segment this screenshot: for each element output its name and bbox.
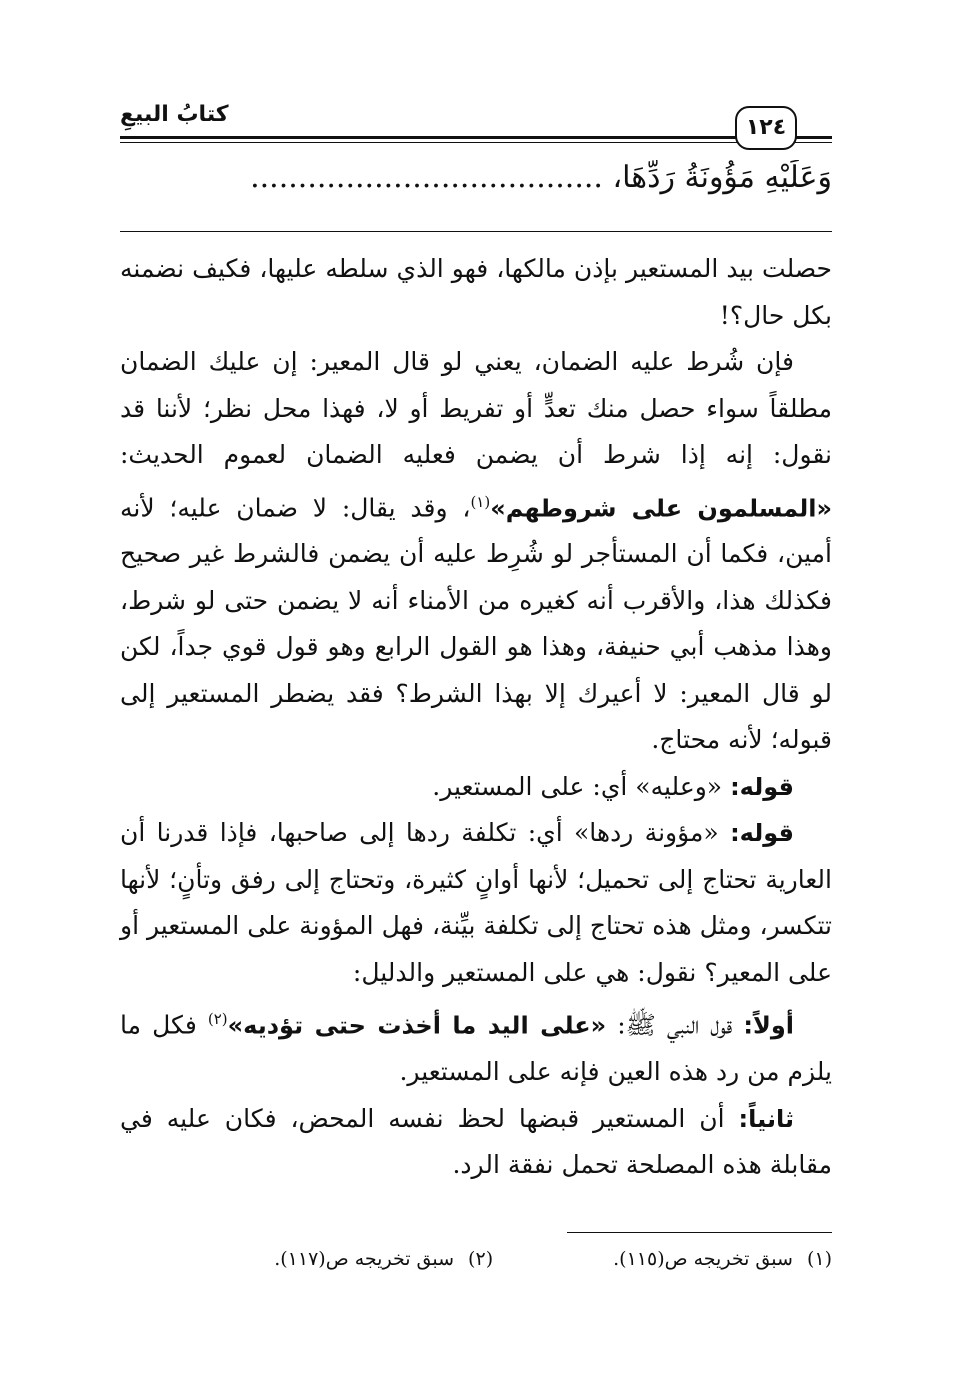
paragraph-4-text: «مؤونة ردها» أي: تكلفة ردها إلى صاحبها، فإذا قدرنا أن العارية تحتاج إلى تحميل؛ لأنها أوانٍ كثيرة، وتحتاج إلى رفق وتأنٍ؛ لأنها تتكسر، ومثل هذه تحتاج إلى تكلفة بيِّنة، فهل المؤونة على المستعير أو على المعير؟ نقول: هي على المستعير والدليل: bbox=[120, 818, 833, 987]
footnote-number: (١) bbox=[806, 1248, 832, 1270]
paragraph-2-rest: ، وقد يقال: لا ضمان عليه؛ لأنه أمين، فكما أن المستأجر لو شُرِط عليه أن يضمن فالشرط غير صحيح فكذلك هذا، والأقرب أنه كغيره من الأمناء أنه لا يضمن حتى لو شرط، وهذا مذهب أبي حنيفة، وهذا هو القول الرابع وهو قول قوي جداً، لكن لو قال المعير: لا أعيرك إلا بهذا الشرط؟ فقد يضطر المستعير إلى قبوله؛ لأنه محتاج. bbox=[120, 492, 832, 755]
page-number: ١٢٤ bbox=[735, 106, 797, 150]
paragraph-6-text: أن المستعير قبضها لحظ نفسه المحض، فكان عليه في مقابلة هذه المصلحة تحمل نفقة الرد. bbox=[120, 1103, 832, 1180]
footnote-text: سبق تخريجه ص(١١٥). bbox=[613, 1248, 793, 1270]
paragraph-3 bbox=[120, 764, 832, 811]
paragraph-1: حصلت بيد المستعير بإذن مالكها، فهو الذي سلطه عليها، فكيف نضمنه بكل حال؟! bbox=[120, 254, 832, 330]
paragraph-3-text: «وعليه» أي: على المستعير. bbox=[432, 771, 731, 801]
footnote-ref-2: (٢) bbox=[207, 1010, 228, 1029]
commentary-body bbox=[120, 246, 832, 1189]
matn-text: وَعَلَيْهِ مَؤُونَةُ رَدِّهَا، ..................................... bbox=[250, 160, 832, 195]
footnote-text: سبق تخريجه ص(١١٧). bbox=[274, 1248, 455, 1270]
matn-line bbox=[120, 160, 832, 195]
footnote-ref-1: (١) bbox=[470, 492, 491, 511]
footnote-divider bbox=[567, 1232, 832, 1233]
footnote-2 bbox=[274, 1248, 493, 1270]
hadith-quote-1: «المسلمون على شروطهم» bbox=[490, 493, 832, 522]
paragraph-2 bbox=[120, 339, 832, 764]
thaniyan-label: ثانياً: bbox=[738, 1104, 794, 1133]
paragraph-4 bbox=[120, 810, 832, 996]
qawluhu-label-2: قوله: bbox=[730, 819, 794, 848]
qawluhu-label-1: قوله: bbox=[730, 772, 794, 801]
footnote-1 bbox=[613, 1248, 832, 1270]
footnotes bbox=[120, 1248, 832, 1270]
matn-divider bbox=[120, 231, 832, 232]
header-rule-thin bbox=[120, 142, 832, 143]
hadith-quote-2: «على اليد ما أخذت حتى تؤديه» bbox=[227, 1011, 607, 1040]
paragraph-5 bbox=[120, 996, 832, 1095]
paragraph-5-text: قول النبي ﷺ: bbox=[606, 1010, 744, 1040]
running-title: كتابُ البيعِ bbox=[120, 102, 229, 127]
paragraph-2-intro: فإن شُرط عليه الضمان، يعني لو قال المعير: إن عليك الضمان مطلقاً سواء حصل منك تعدٍّ أو تفريط أو لا، فهذا محل نظر؛ لأننا قد نقول: إنه إذا شرط أن يضمن فعليه الضمان لعموم الحديث: bbox=[120, 347, 832, 469]
paragraph-5-rest: فكل ما يلزم من رد هذه العين فإنه على المستعير. bbox=[120, 1010, 832, 1087]
footnote-number: (٢) bbox=[468, 1248, 494, 1270]
header-rule bbox=[120, 136, 832, 139]
paragraph-6 bbox=[120, 1096, 832, 1189]
awwalan-label: أولاً: bbox=[743, 1011, 794, 1040]
